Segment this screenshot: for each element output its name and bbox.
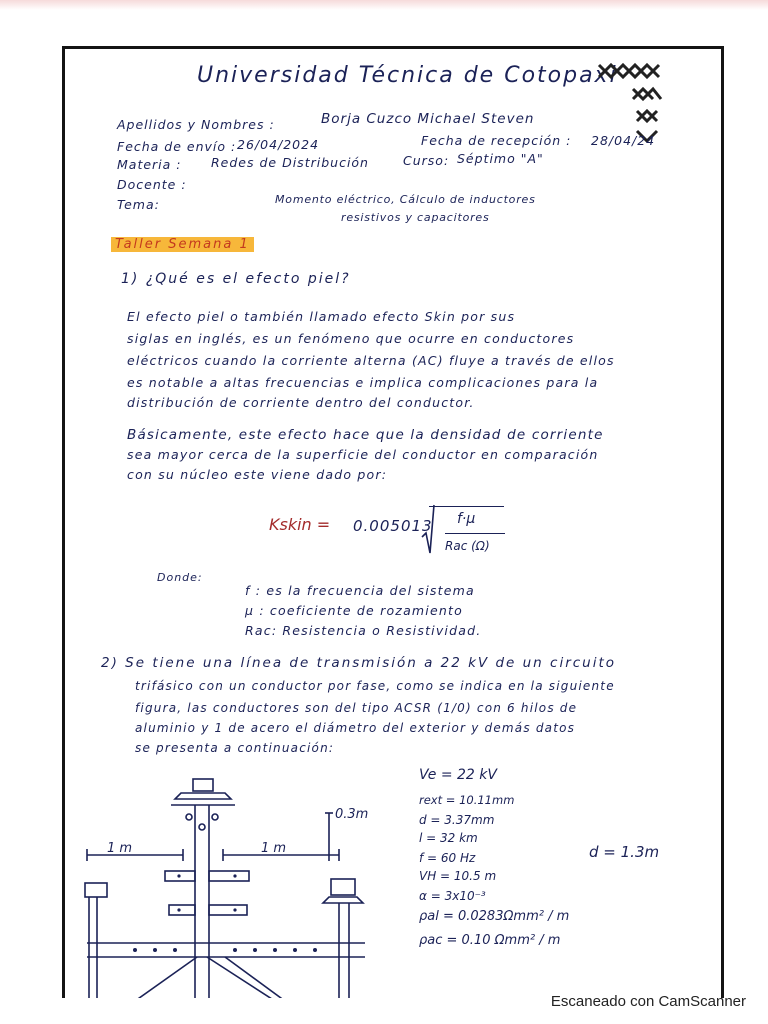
definition-f: f : es la frecuencia del sistema bbox=[245, 583, 475, 598]
data-item: Ve = 22 kV bbox=[419, 767, 497, 783]
teacher-label: Docente : bbox=[117, 177, 187, 192]
data-item: rext = 10.11mm bbox=[419, 793, 515, 807]
send-date-value: 26/04/2024 bbox=[237, 137, 320, 152]
q1-p2-line: sea mayor cerca de la superficie del conductor en comparación bbox=[127, 447, 599, 462]
q2-line: aluminio y 1 de acero el diámetro del exterior y demás datos bbox=[135, 721, 576, 735]
document-sheet bbox=[62, 46, 724, 998]
send-date-label: Fecha de envío : bbox=[117, 139, 237, 154]
formula-root-bar bbox=[429, 506, 504, 507]
data-item: ρal = 0.0283Ωmm² / m bbox=[419, 909, 570, 924]
q1-question: 1) ¿Qué es el efecto piel? bbox=[121, 271, 351, 287]
dimension-top: 0.3m bbox=[335, 807, 369, 822]
topic-line-2: resistivos y capacitores bbox=[341, 211, 490, 224]
section-title bbox=[111, 233, 254, 252]
data-item: f = 60 Hz bbox=[419, 851, 476, 865]
q1-p1-line: distribución de corriente dentro del conductor. bbox=[127, 395, 475, 410]
q2-line: se presenta a continuación: bbox=[135, 741, 335, 755]
university-logo-icon bbox=[597, 59, 663, 143]
receive-date-value: 28/04/24 bbox=[591, 133, 656, 148]
side-distance-value: d = 1.3m bbox=[589, 843, 660, 861]
q2-line: 2) Se tiene una línea de transmisión a 22 kV de un circuito bbox=[101, 655, 617, 671]
names-label: Apellidos y Nombres : bbox=[117, 117, 275, 132]
course-label: Curso: bbox=[403, 153, 450, 168]
formula-lhs: Kskin = bbox=[269, 515, 331, 534]
subject-label: Materia : bbox=[117, 157, 182, 172]
dimension-right: 1 m bbox=[261, 841, 287, 856]
data-item: d = 3.37mm bbox=[419, 813, 495, 827]
dimension-left: 1 m bbox=[107, 841, 133, 856]
course-value: Séptimo "A" bbox=[457, 151, 544, 166]
data-item: l = 32 km bbox=[419, 831, 478, 845]
definition-mu: μ : coeficiente de rozamiento bbox=[245, 603, 463, 618]
formula-numerator: f·μ bbox=[457, 511, 476, 527]
data-item: α = 3x10⁻³ bbox=[419, 889, 486, 903]
q2-line: figura, las conductores son del tipo ACSR (1/0) con 6 hilos de bbox=[135, 701, 578, 715]
names-value: Borja Cuzco Michael Steven bbox=[321, 111, 535, 127]
topic-line-1: Momento eléctrico, Cálculo de inductores bbox=[275, 193, 536, 206]
definition-rac: Rac: Resistencia o Resistividad. bbox=[245, 623, 482, 638]
data-item: VH = 10.5 m bbox=[419, 869, 497, 883]
formula-fraction-line bbox=[445, 533, 505, 534]
university-title: Universidad Técnica de Cotopaxi bbox=[197, 63, 618, 88]
q1-p2-line: Básicamente, este efecto hace que la densidad de corriente bbox=[127, 427, 604, 443]
q1-p1-line: eléctricos cuando la corriente alterna (AC) fluye a través de ellos bbox=[127, 353, 615, 368]
q1-p1-line: es notable a altas frecuencias e implica complicaciones para la bbox=[127, 375, 599, 390]
receive-date-label: Fecha de recepción : bbox=[421, 133, 572, 148]
square-root-icon bbox=[421, 503, 435, 555]
q2-line: trifásico con un conductor por fase, como se indica en la siguiente bbox=[135, 679, 615, 693]
scanner-watermark: Escaneado con CamScanner bbox=[550, 993, 746, 1010]
topic-label: Tema: bbox=[117, 197, 160, 212]
scan-top-strip bbox=[0, 0, 768, 10]
formula-denominator: Rac (Ω) bbox=[445, 539, 490, 553]
data-item: ρac = 0.10 Ωmm² / m bbox=[419, 933, 561, 948]
section-title-text: Taller Semana 1 bbox=[111, 237, 254, 252]
q1-p1-line: El efecto piel o también llamado efecto Skin por sus bbox=[127, 309, 516, 324]
q1-p2-line: con su núcleo este viene dado por: bbox=[127, 467, 388, 482]
where-label: Donde: bbox=[157, 571, 203, 584]
q1-p1-line: siglas en inglés, es un fenómeno que ocurre en conductores bbox=[127, 331, 575, 346]
formula-coefficient: 0.005013 bbox=[353, 517, 433, 535]
subject-value: Redes de Distribución bbox=[211, 155, 369, 170]
